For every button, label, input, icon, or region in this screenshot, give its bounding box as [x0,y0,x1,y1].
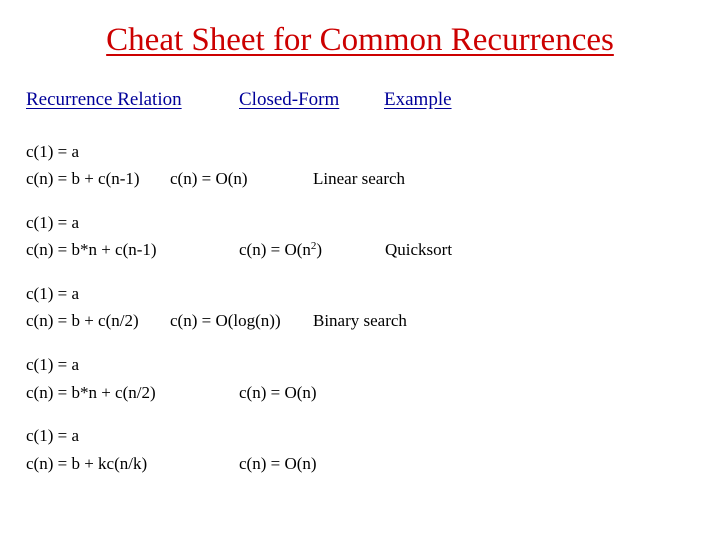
row-5-recurrence: c(n) = b + kc(n/k) [26,454,148,473]
row-2-closed-form-prefix: c(n) = O(n [239,240,311,259]
row-3-closed-form: c(n) = O(log(n)) [170,311,281,330]
row-2-example: Quicksort [385,240,453,259]
row-3-base: c(1) = a [26,284,80,303]
header-closed-form: Closed-Form [239,89,340,110]
row-5-base: c(1) = a [26,426,80,445]
row-5-closed-form: c(n) = O(n) [239,454,317,473]
row-3-example: Binary search [313,311,407,330]
row-4-closed-form: c(n) = O(n) [239,383,317,402]
row-4-recurrence: c(n) = b*n + c(n/2) [26,383,156,402]
row-1-base: c(1) = a [26,142,80,161]
row-1-closed-form: c(n) = O(n) [170,169,248,188]
row-2-closed-form-exponent: 2 [310,240,317,252]
row-2-closed-form-suffix: ) [316,240,323,259]
row-2-recurrence: c(n) = b*n + c(n-1) [26,240,157,259]
slide-title: Cheat Sheet for Common Recurrences [106,22,614,58]
header-recurrence-relation: Recurrence Relation [26,89,182,110]
header-example: Example [384,89,452,110]
row-3-recurrence: c(n) = b + c(n/2) [26,311,139,330]
row-2-closed-form [239,240,322,260]
row-4-base: c(1) = a [26,355,80,374]
row-1-example: Linear search [313,169,406,188]
row-2-base: c(1) = a [26,213,80,232]
row-1-recurrence: c(n) = b + c(n-1) [26,169,140,188]
